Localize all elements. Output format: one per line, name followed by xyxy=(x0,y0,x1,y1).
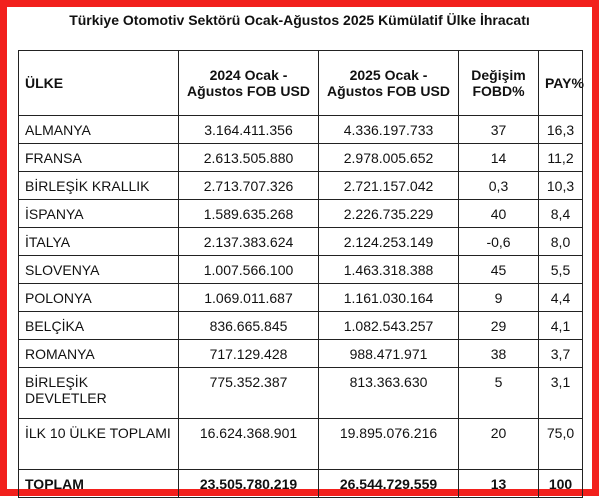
share-cell: 5,5 xyxy=(539,256,583,284)
header-2025: 2025 Ocak - Ağustos FOB USD xyxy=(319,51,459,116)
change-cell: 38 xyxy=(459,340,539,368)
country-cell: İLK 10 ÜLKE TOPLAMI xyxy=(19,419,179,470)
export-table xyxy=(18,50,583,498)
share-cell: 8,0 xyxy=(539,228,583,256)
table-row xyxy=(19,144,583,172)
country-cell: ALMANYA xyxy=(19,116,179,144)
change-cell: 5 xyxy=(459,368,539,419)
subtotal-row xyxy=(19,419,583,470)
country-cell: SLOVENYA xyxy=(19,256,179,284)
share-cell: 4,1 xyxy=(539,312,583,340)
total-change-cell: 13 xyxy=(459,470,539,498)
country-cell: İTALYA xyxy=(19,228,179,256)
page-title: Türkiye Otomotiv Sektörü Ocak-Ağustos 2025 Kümülatif Ülke İhracatı xyxy=(69,12,530,28)
total-label-cell: TOPLAM xyxy=(19,470,179,498)
share-cell: 3,1 xyxy=(539,368,583,419)
share-cell: 11,2 xyxy=(539,144,583,172)
total-row xyxy=(19,470,583,498)
country-cell: BİRLEŞİK KRALLIK xyxy=(19,172,179,200)
value-2024-cell: 1.007.566.100 xyxy=(179,256,319,284)
country-cell: FRANSA xyxy=(19,144,179,172)
change-cell: 29 xyxy=(459,312,539,340)
share-cell: 75,0 xyxy=(539,419,583,470)
table-row xyxy=(19,200,583,228)
change-cell: 20 xyxy=(459,419,539,470)
share-cell: 4,4 xyxy=(539,284,583,312)
header-2024: 2024 Ocak - Ağustos FOB USD xyxy=(179,51,319,116)
change-cell: 14 xyxy=(459,144,539,172)
country-cell: İSPANYA xyxy=(19,200,179,228)
change-cell: 9 xyxy=(459,284,539,312)
value-2024-cell: 2.713.707.326 xyxy=(179,172,319,200)
value-2025-cell: 988.471.971 xyxy=(319,340,459,368)
value-2024-cell: 16.624.368.901 xyxy=(179,419,319,470)
value-2024-cell: 717.129.428 xyxy=(179,340,319,368)
share-cell: 8,4 xyxy=(539,200,583,228)
value-2025-cell: 2.978.005.652 xyxy=(319,144,459,172)
share-cell: 3,7 xyxy=(539,340,583,368)
value-2025-cell: 2.721.157.042 xyxy=(319,172,459,200)
country-cell: ROMANYA xyxy=(19,340,179,368)
table-row xyxy=(19,172,583,200)
table-row xyxy=(19,228,583,256)
value-2024-cell: 1.069.011.687 xyxy=(179,284,319,312)
share-cell: 16,3 xyxy=(539,116,583,144)
value-2025-cell: 4.336.197.733 xyxy=(319,116,459,144)
total-2025-cell: 26.544.729.559 xyxy=(319,470,459,498)
header-row xyxy=(19,51,583,116)
change-cell: 45 xyxy=(459,256,539,284)
value-2024-cell: 836.665.845 xyxy=(179,312,319,340)
value-2025-cell: 1.463.318.388 xyxy=(319,256,459,284)
value-2025-cell: 1.082.543.257 xyxy=(319,312,459,340)
total-2024-cell: 23.505.780.219 xyxy=(179,470,319,498)
country-cell: BELÇİKA xyxy=(19,312,179,340)
change-cell: 0,3 xyxy=(459,172,539,200)
value-2024-cell: 3.164.411.356 xyxy=(179,116,319,144)
header-change: Değişim FOBD% xyxy=(459,51,539,116)
header-country: ÜLKE xyxy=(19,51,179,116)
change-cell: 37 xyxy=(459,116,539,144)
value-2025-cell: 813.363.630 xyxy=(319,368,459,419)
table-row xyxy=(19,116,583,144)
country-cell: BİRLEŞİK DEVLETLER xyxy=(19,368,179,419)
table-row xyxy=(19,340,583,368)
total-share-cell: 100 xyxy=(539,470,583,498)
change-cell: -0,6 xyxy=(459,228,539,256)
share-cell: 10,3 xyxy=(539,172,583,200)
change-cell: 40 xyxy=(459,200,539,228)
header-share: PAY% xyxy=(539,51,583,116)
table-row xyxy=(19,256,583,284)
value-2024-cell: 1.589.635.268 xyxy=(179,200,319,228)
table-row xyxy=(19,312,583,340)
value-2024-cell: 775.352.387 xyxy=(179,368,319,419)
value-2024-cell: 2.613.505.880 xyxy=(179,144,319,172)
value-2025-cell: 1.161.030.164 xyxy=(319,284,459,312)
value-2025-cell: 2.226.735.229 xyxy=(319,200,459,228)
table-row xyxy=(19,368,583,419)
value-2025-cell: 2.124.253.149 xyxy=(319,228,459,256)
table-row xyxy=(19,284,583,312)
country-cell: POLONYA xyxy=(19,284,179,312)
value-2024-cell: 2.137.383.624 xyxy=(179,228,319,256)
value-2025-cell: 19.895.076.216 xyxy=(319,419,459,470)
